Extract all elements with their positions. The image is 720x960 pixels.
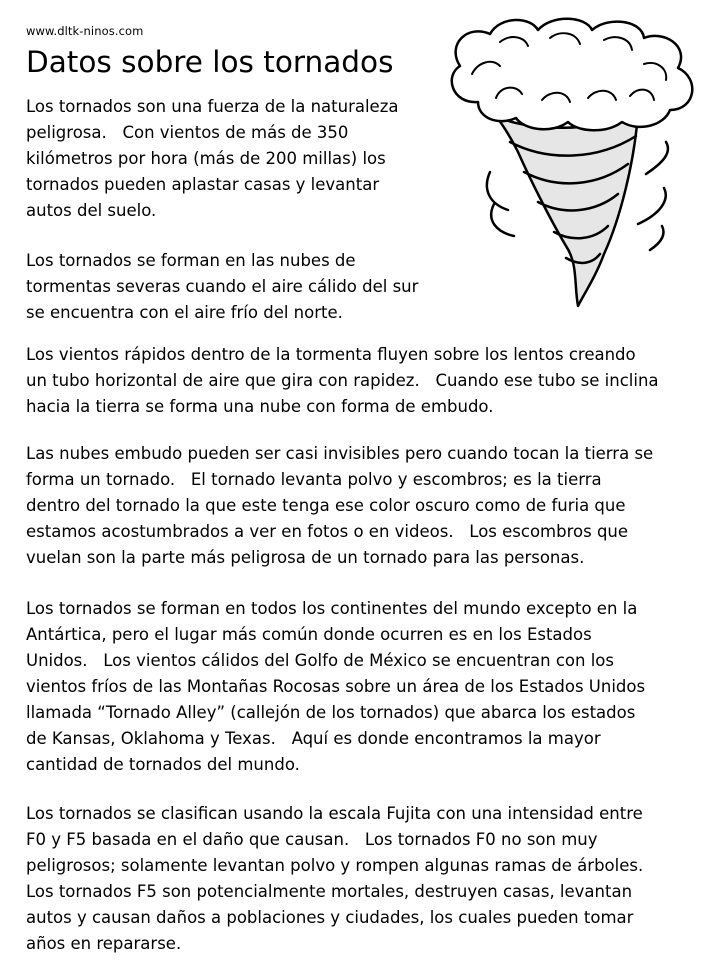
text-line: vientos fríos de las Montañas Rocosas sobre un área de los Estados Unidos <box>26 677 646 696</box>
text-line: Las nubes embudo pueden ser casi invisibles pero cuando tocan la tierra se <box>26 444 654 463</box>
paragraph-funnel-clouds <box>26 441 716 571</box>
paragraph-fujita-scale <box>26 801 716 957</box>
text-line: autos del suelo. <box>26 201 157 220</box>
paragraph-intro <box>26 94 446 224</box>
text-line: autos y causan daños a poblaciones y ciudades, los cuales pueden tomar <box>26 908 634 927</box>
text-line: Los vientos rápidos dentro de la tormenta fluyen sobre los lentos creando <box>26 345 636 364</box>
text-line: de Kansas, Oklahoma y Texas. Aquí es donde encontramos la mayor <box>26 729 601 748</box>
page-title: Datos sobre los tornados <box>26 45 394 79</box>
paragraph-formation <box>26 248 446 326</box>
text-line: Los tornados F5 son potencialmente mortales, destruyen casas, levantan <box>26 882 633 901</box>
text-line: Los tornados son una fuerza de la naturaleza <box>26 97 399 116</box>
paragraph-winds <box>26 342 716 420</box>
text-line: Antártica, pero el lugar más común donde ocurren es en los Estados <box>26 625 592 644</box>
text-line: kilómetros por hora (más de 200 millas) los <box>26 149 386 168</box>
tornado-icon <box>438 14 716 314</box>
text-line: tormentas severas cuando el aire cálido del sur <box>26 277 419 296</box>
text-line: hacia la tierra se forma una nube con forma de embudo. <box>26 397 494 416</box>
text-line: dentro del tornado la que este tenga ese color oscuro como de furia que <box>26 496 626 515</box>
text-line: llamada “Tornado Alley” (callejón de los tornados) que abarca los estados <box>26 703 636 722</box>
text-line: estamos acostumbrados a ver en fotos o en videos. Los escombros que <box>26 522 629 541</box>
text-line: F0 y F5 basada en el daño que causan. Los tornados F0 no son muy <box>26 830 598 849</box>
text-line: peligrosa. Con vientos de más de 350 <box>26 123 349 142</box>
text-line: Los tornados se forman en las nubes de <box>26 251 356 270</box>
text-line: vuelan son la parte más peligrosa de un tornado para las personas. <box>26 548 585 567</box>
text-line: se encuentra con el aire frío del norte. <box>26 303 343 322</box>
text-line: tornados pueden aplastar casas y levantar <box>26 175 380 194</box>
text-line: un tubo horizontal de aire que gira con rapidez. Cuando ese tubo se inclina <box>26 371 659 390</box>
site-url: www.dltk-ninos.com <box>26 24 144 38</box>
text-line: peligrosos; solamente levantan polvo y rompen algunas ramas de árboles. <box>26 856 644 875</box>
paragraph-tornado-alley <box>26 596 716 778</box>
text-line: años en repararse. <box>26 934 182 953</box>
text-line: forma un tornado. El tornado levanta polvo y escombros; es la tierra <box>26 470 602 489</box>
text-line: cantidad de tornados del mundo. <box>26 755 300 774</box>
text-line: Los tornados se forman en todos los continentes del mundo excepto en la <box>26 599 638 618</box>
text-line: Unidos. Los vientos cálidos del Golfo de México se encuentran con los <box>26 651 614 670</box>
text-line: Los tornados se clasifican usando la escala Fujita con una intensidad entre <box>26 804 643 823</box>
